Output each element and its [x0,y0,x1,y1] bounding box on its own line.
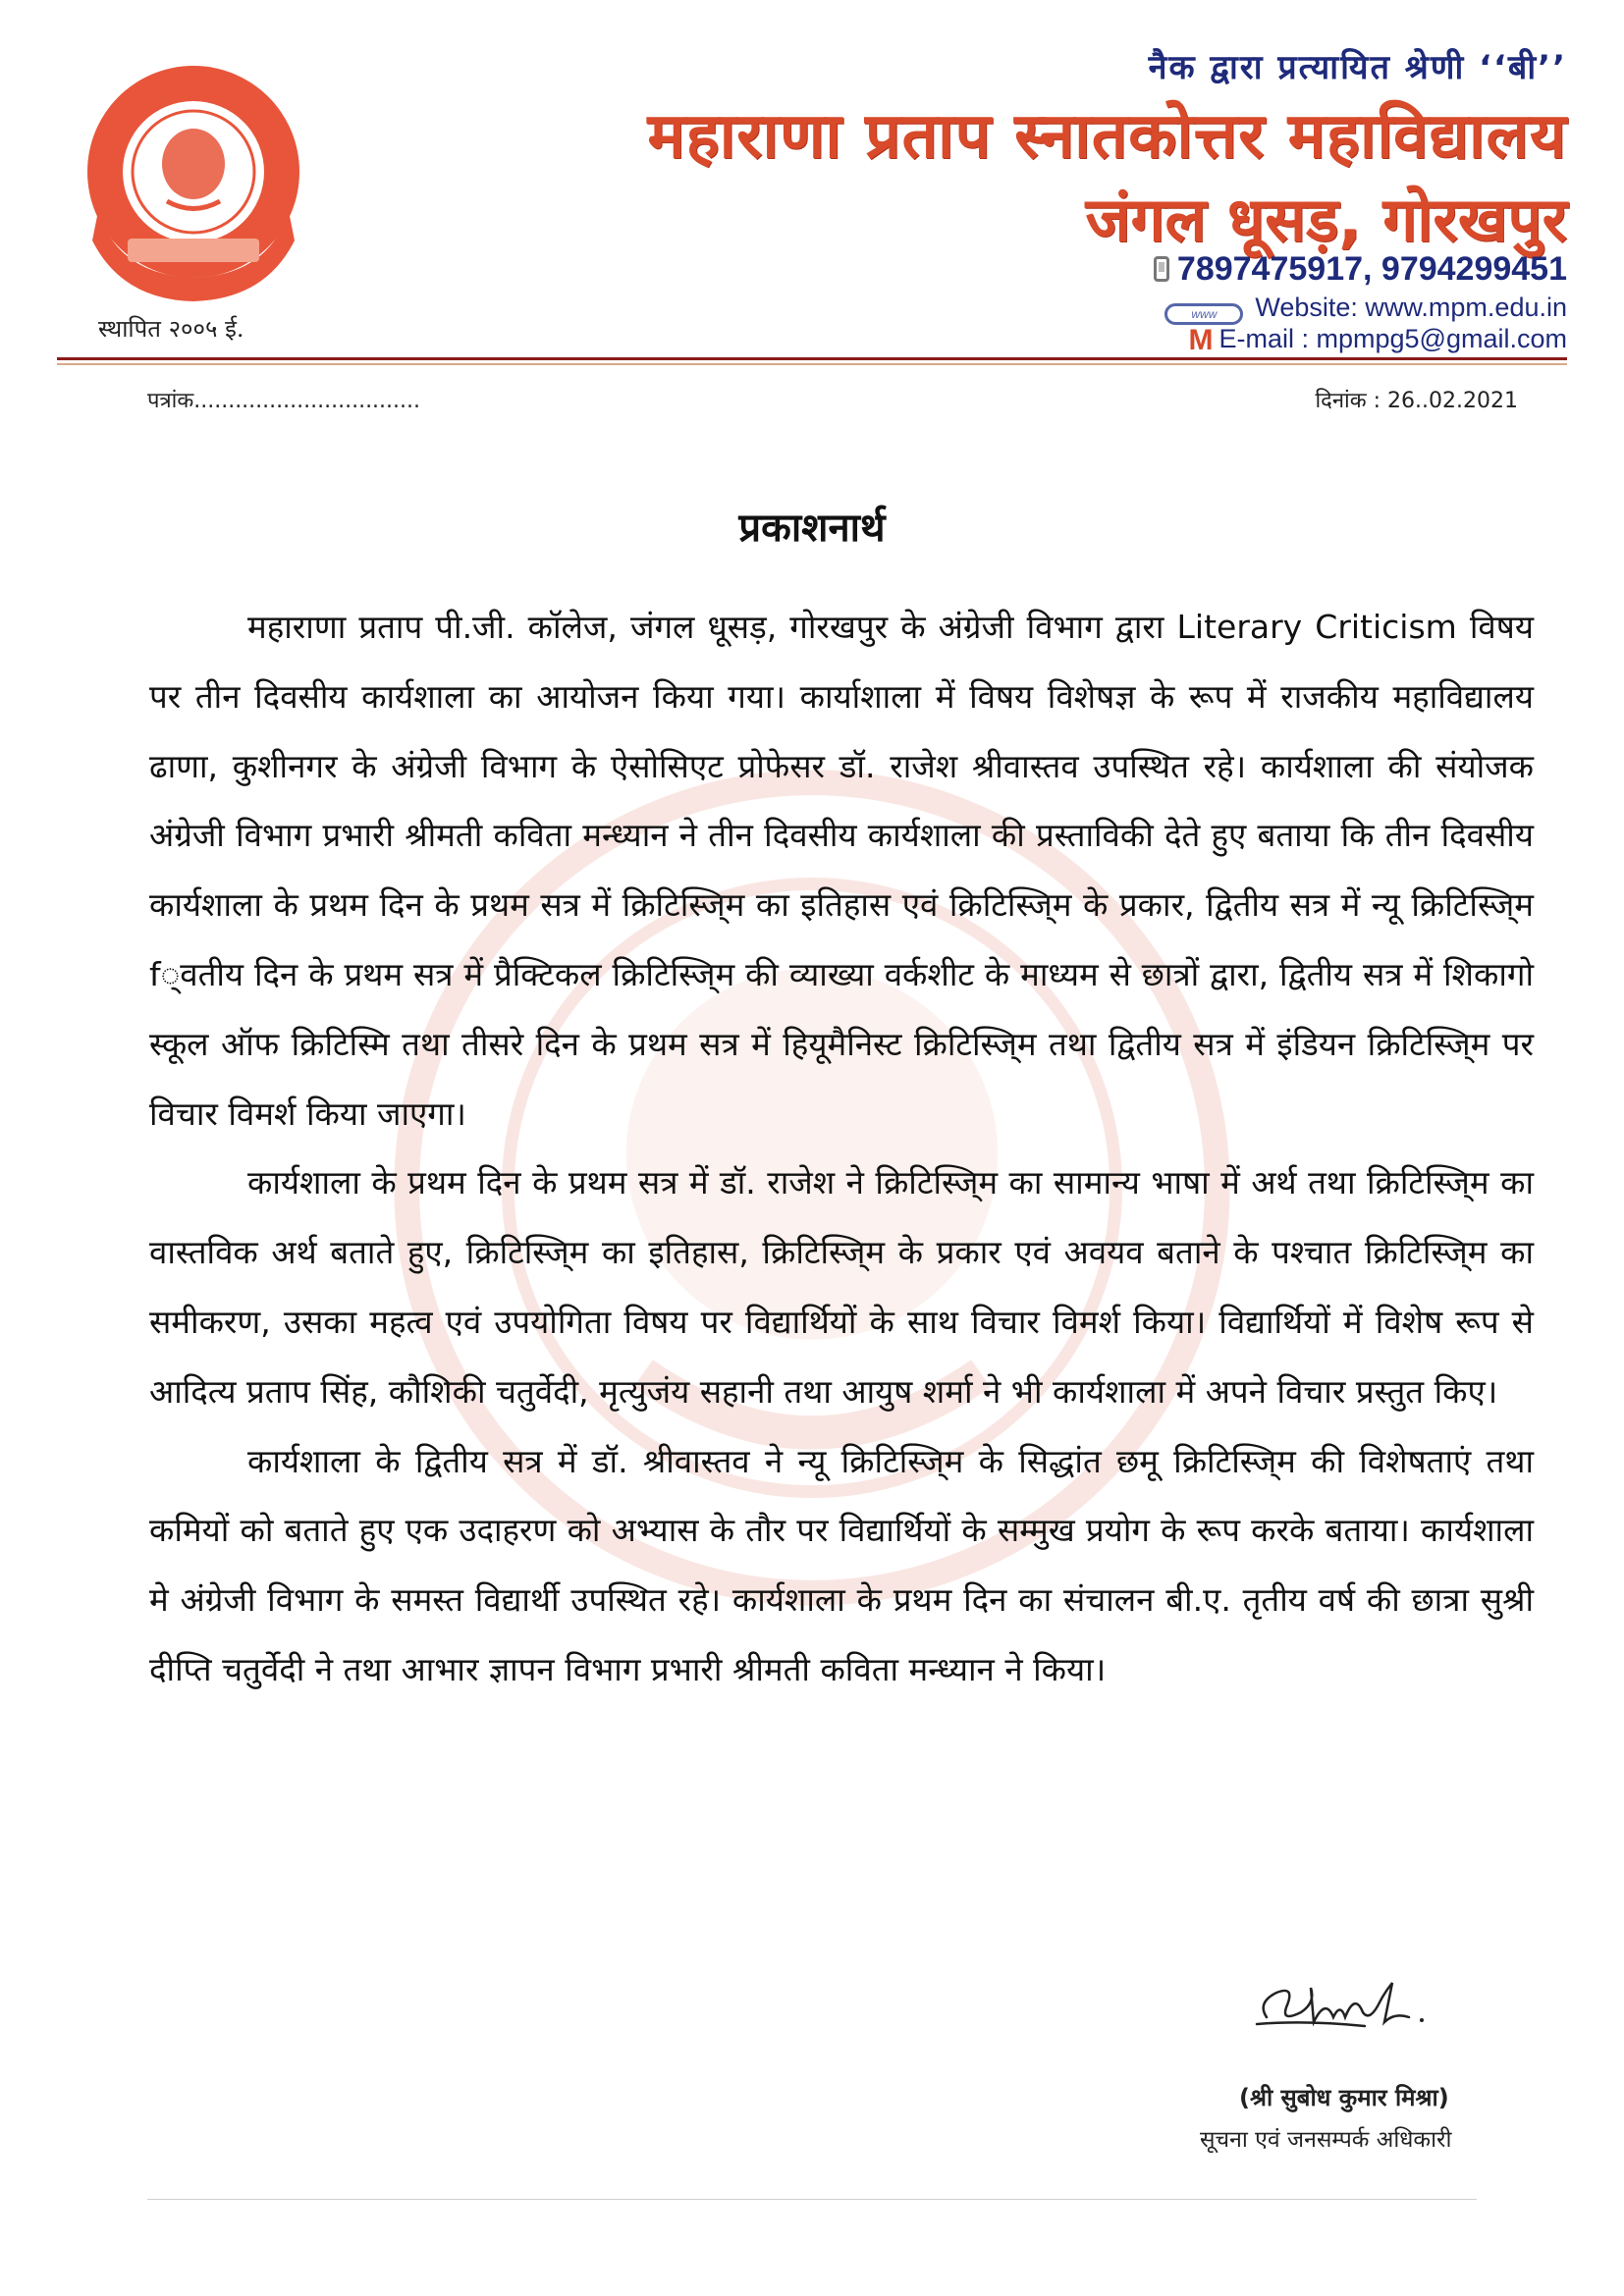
mail-icon: M [1188,324,1214,356]
phone-numbers [1154,250,1567,289]
letterhead [0,0,1624,373]
header-rule [57,357,1567,360]
signatory-designation: सूचना एवं जनसम्पर्क अधिकारी [1200,2127,1452,2153]
reference-date: दिनांक : 26..02.2021 [1315,389,1518,413]
email-line [1189,324,1568,357]
header-rule-thin [57,363,1567,365]
phone-icon [1154,256,1169,282]
signatory-name: (श्री सुबोध कुमार मिश्रा) [1239,2084,1449,2111]
college-seal-icon [59,54,329,309]
press-release-body [149,593,1534,1705]
paragraph: महाराणा प्रताप पी.जी. कॉलेज, जंगल धूसड़, गोरखपुर के अंग्रेजी विभाग द्वारा Literary Criticism विषय पर तीन दिवसीय कार्यशाला का आयोजन किया गया। कार्याशाला में विषय विशेषज्ञ के रूप में राजकीय महाविद्यालय ढाणा, कुशीनगर के अंग्रेजी विभाग के ऐसोसिएट प्रोफेसर डॉ. राजेश श्रीवास्तव उपस्थित रहे। कार्यशाला की संयोजक अंग्रेजी विभाग प्रभारी श्रीमती कविता मन्ध्यान ने तीन दिवसीय कार्यशाला की प्रस्ताविकी देते हुए बताया कि तीन दिवसीय कार्यशाला के प्रथम दिन के प्रथम सत्र में क्रिटिस्जि्म का इतिहास एवं क्रिटिस्जि्म के प्रकार, द्वितीय सत्र में न्यू क्रिटिस्जि्म f्वतीय दिन के प्रथम सत्र में प्रैक्टिकल क्रिटिस्जि्म की व्याख्या वर्कशीट के माध्यम से छात्रों द्वारा, द्वितीय सत्र में शिकागो स्कूल ऑफ क्रिटिस्मि तथा तीसरे दिन के प्रथम सत्र में हियूमैनिस्ट क्रिटिस्जि्म तथा द्वितीय सत्र में इंडियन क्रिटिस्जि्म पर विचार विमर्श किया जाएगा। [149,608,1534,1133]
handwritten-signature [1247,1963,1443,2042]
established-year: स्थापित २००५ ई. [98,315,244,343]
phone-text: 7897475917, 9794299451 [1176,250,1567,288]
paragraph: कार्यशाला के प्रथम दिन के प्रथम सत्र में डॉ. राजेश ने क्रिटिस्जि्म का सामान्य भाषा में अर्थ तथा क्रिटिस्जि्म का वास्तविक अर्थ बताते हुए, क्रिटिस्जि्म का इतिहास, क्रिटिस्जि्म के प्रकार एवं अवयव बताने के पश्चात क्रिटिस्जि्म का समीकरण, उसका महत्व एवं उपयोगिता विषय पर विद्यार्थियों के साथ विचार विमर्श किया। विद्यार्थियों में विशेष रूप से आदित्य प्रताप सिंह, कौशिकी चतुर्वेदी, मृत्युजंय सहानी तथा आयुष शर्मा ने भी कार्यशाला में अपने विचार प्रस्तुत किए। [149,1163,1534,1411]
email-text: E-mail : mpmpg5@gmail.com [1218,324,1567,353]
reference-number: पत्रांक................................. [147,389,421,413]
document-title: प्रकाशनार्थ [738,506,886,551]
college-place: जंगल धूसड़, गोरखपुर [1085,184,1567,255]
footer-rule [147,2199,1477,2200]
paragraph: कार्यशाला के द्वितीय सत्र में डॉ. श्रीवास्तव ने न्यू क्रिटिस्जि्म के सिद्धांत छमू क्रिटिस्जि्म की विशेषताएं तथा कमियों को बताते हुए एक उदाहरण को अभ्यास के तौर पर विद्यार्थियों के सम्मुख प्रयोग के रूप करके बताया। कार्यशाला मे अंग्रेजी विभाग के समस्त विद्यार्थी उपस्थित रहे। कार्यशाला के प्रथम दिन का संचालन बी.ए. तृतीय वर्ष की छात्रा सुश्री दीप्ति चतुर्वेदी ने तथा आभार ज्ञापन विभाग प्रभारी श्रीमती कविता मन्ध्यान ने किया। [149,1441,1534,1688]
college-name: महाराणा प्रताप स्नातकोत्तर महाविद्यालय [647,100,1567,173]
website-line [1164,293,1567,325]
naac-grade: नैक द्वारा प्रत्यायित श्रेणी ‘‘बी’’ [1148,48,1567,87]
website-text: Website: www.mpm.edu.in [1255,293,1567,322]
www-icon: www [1164,303,1243,325]
